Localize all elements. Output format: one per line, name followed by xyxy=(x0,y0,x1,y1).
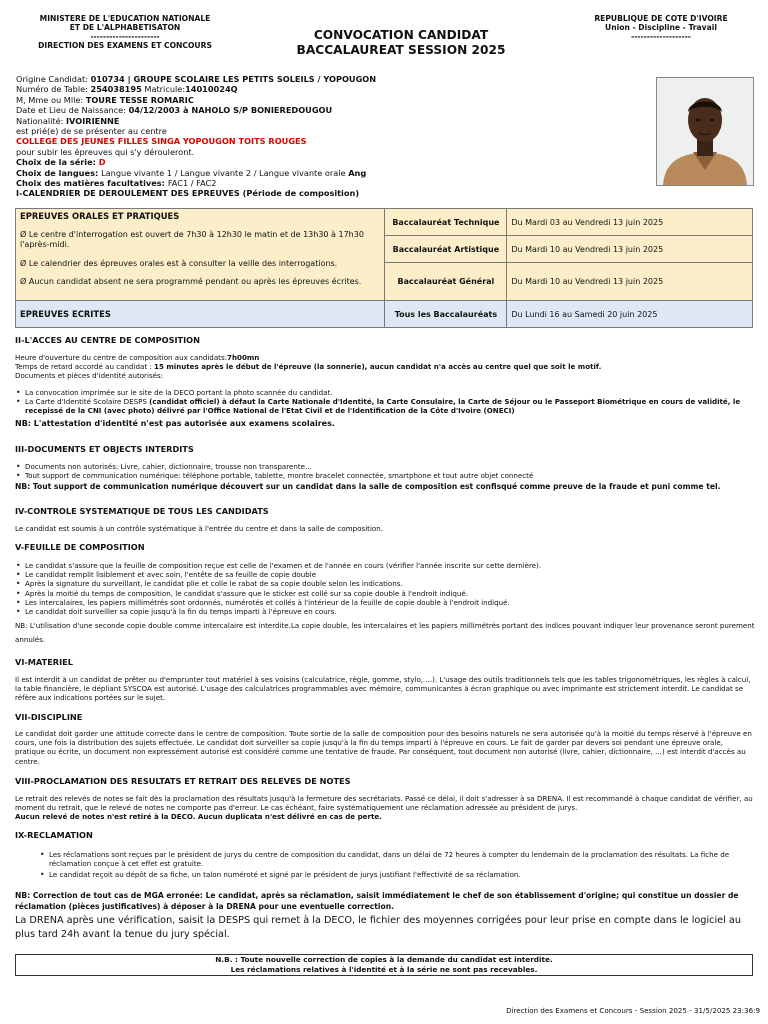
nb-box-line-2: Les réclamations relatives à l'identité et à la série ne sont pas recevables. xyxy=(230,965,538,974)
list-item: • Les réclamations sont reçues par le président de jurys du centre de composition du candidat, dans un délai de 72 heures à compter du lendemain de la proclamation des résultats. La fiche de réclamation conçue à cet effet est gratuite. xyxy=(49,850,755,868)
list-item: • Tout support de communication numérique: téléphone portable, tablette, montre bracelet connectée, smartphone et tout autre objet connecté xyxy=(25,471,755,480)
nb-box-line-1: N.B. : Toute nouvelle correction de copies à la demande du candidat est interdite. xyxy=(215,955,553,964)
nationality-row xyxy=(16,116,636,126)
name-row xyxy=(16,95,636,105)
table-label: Numéro de Table: xyxy=(16,84,91,95)
list-item: • Après la moitié du temps de composition, le candidat s'assure que le sticker est collé sur sa copie double à l'endroit indiqué. xyxy=(25,589,755,598)
facultatives-label: Choix des matières facultatives: xyxy=(16,178,168,189)
ecrit-type-cell: Tous les Baccalauréats xyxy=(385,301,507,328)
serie-value: D xyxy=(98,157,106,168)
oral-cell xyxy=(16,209,385,301)
matricule-value: 14010024Q xyxy=(185,84,238,95)
section-documents-body xyxy=(15,462,755,492)
present-text: est prié(e) de se présenter au centre xyxy=(16,126,167,137)
ministry-line-1: MINISTERE DE L'EDUCATION NATIONALE xyxy=(39,14,211,23)
section-reclamation-title: IX-RECLAMATION xyxy=(15,830,93,840)
serie-row xyxy=(16,157,636,167)
acces-nb: NB: L'attestation d'identité n'est pas autorisée aux examens scolaires. xyxy=(15,419,335,429)
exam-centre: COLLEGE DES JEUNES FILLES SINGA YOPOUGON TOITS ROUGES xyxy=(16,136,307,147)
oral-line-2: Ø Le calendrier des épreuves orales est à consulter la veille des interrogations. xyxy=(20,258,338,268)
section-documents-title: III-DOCUMENTS ET OBJECTS INTERDITS xyxy=(15,444,194,454)
bac-type-cell: Baccalauréat Général xyxy=(385,263,507,301)
drena-text: La DRENA après une vérification, saisit la DESPS qui remet à la DECO, le fichier des moyennes corrigées pour leur prise en compte dans le logiciel au plus tard 24h avant la tenue du jury spécial. xyxy=(15,914,741,941)
opening-hour-row xyxy=(15,353,755,362)
feuille-list xyxy=(15,561,755,616)
section-discipline-title: VII-DISCIPLINE xyxy=(15,712,83,722)
langues-row xyxy=(16,168,636,178)
bac-type-cell: Baccalauréat Technique xyxy=(385,209,507,236)
list-item xyxy=(25,397,755,415)
forbidden-list xyxy=(15,462,755,480)
bac-dates-cell: Du Mardi 03 au Vendredi 13 juin 2025 xyxy=(507,209,753,236)
name-label: M, Mme ou Mlle: xyxy=(16,94,86,105)
candidate-photo-image xyxy=(657,78,753,185)
ministry-header xyxy=(18,14,232,50)
id-card-text: (candidat officiel) à défaut la Carte Nationale d'Identité, la Carte Consulaire, la Carte de Séjour ou le Passeport Biométrique en cours de validité, le recepissé de la CNI (avec photo) délivré par l'Office National de l'Etat Civil et de l'Identification de la Côte d'Ivoire (ONECI) xyxy=(25,396,741,416)
ecrit-dates-cell: Du Lundi 16 au Samedi 20 juin 2025 xyxy=(507,301,753,328)
footer: Direction des Examens et Concours - Session 2025 - 31/5/2025 23:36:9 xyxy=(506,1006,760,1015)
subir-text: pour subir les épreuves qui s'y dérouleront. xyxy=(16,146,195,157)
republic-motto: Union - Discipline - Travail xyxy=(605,23,717,32)
table-number-row xyxy=(16,84,636,94)
section-feuille-title: V-FEUILLE DE COMPOSITION xyxy=(15,542,145,552)
republic-separator: ------------------- xyxy=(631,32,691,41)
opening-hour-label: Heure d'ouverture du centre de composition aux candidats: xyxy=(15,353,228,362)
list-item: • Le candidat reçoit au dépôt de sa fiche, un talon numéroté et signé par le président de jurys justifiant l'effectivité de sa réclamation. xyxy=(49,870,755,879)
oral-line-3: Ø Aucun candidat absent ne sera programmé pendant ou après les épreuves écrites. xyxy=(20,277,362,286)
table-row xyxy=(16,301,753,328)
origin-value: 010734 | GROUPE SCOLAIRE LES PETITS SOLEILS / YOPOUGON xyxy=(90,74,377,84)
section-controle-title: IV-CONTROLE SYSTEMATIQUE DE TOUS LES CANDIDATS xyxy=(15,506,269,516)
section-acces-title: II-L'ACCES AU CENTRE DE COMPOSITION xyxy=(15,335,200,345)
oral-title: EPREUVES ORALES ET PRATIQUES xyxy=(20,211,180,221)
origin-label: Origine Candidat: xyxy=(16,74,91,84)
id-card-label: La Carte d'Identité Scolaire DESPS xyxy=(25,396,150,406)
section-materiel-text: Il est interdit à un candidat de prêter ou d'emprunter tout matériel à ses voisins (calculatrice, règle, gomme, stylo, ...). L'usage des outils traditionnels tels que les tables trigonométriques, les règles à calcul, la table financière, le dépliant SYSCOA est autorisé. L'usage des calculatrices programmables avec mémoire, communicantes à écran graphique ou avec imprimante est strictement interdit. Le candidat se réfère aux indications portées sur le sujet. xyxy=(15,675,751,703)
list-item: • La convocation imprimée sur le site de la DECO portant la photo scannée du candidat. xyxy=(25,388,755,397)
docs-label: Documents et pièces d'identité autorisés: xyxy=(15,371,164,381)
bac-type-cell: Baccalauréat Artistique xyxy=(385,236,507,263)
section-proclamation-title: VIII-PROCLAMATION DES RESULTATS ET RETRAIT DES RELEVES DE NOTES xyxy=(15,776,351,786)
ministry-separator: ---------------------- xyxy=(90,32,160,41)
section-discipline-text: Le candidat doit garder une attitude correcte dans le centre de composition. Toute sortie de la salle de composition pour des besoins naturels ne sera autorisée qu'à la moitié du temps réservé à l'épreuve en cours, une fois la distribution des sujets effectuée. Le candidat doit surveiller sa copie jusqu'à la fin du temps imparti à l'épreuve en cours. Le fait de garder par devers soi pendant une épreuve orale, pratique ou écrite, un document non expressément autorisé est considéré comme une tentative de fraude. Par conséquent, tout document non autorisé (livre, cahier, dictionnaire, ...) est interdit d'accès au centre. xyxy=(15,729,752,766)
delay-value: 15 minutes après le début de l'épreuve (la sonnerie), aucun candidat n'a accès au centre quel que soit le motif. xyxy=(154,362,602,372)
oral-line-1: Ø Le centre d'interrogation est ouvert de 7h30 à 12h30 le matin et de 13h30 à 17h30 l'après-midi. xyxy=(20,229,364,249)
langues-label: Choix de langues: xyxy=(16,167,102,178)
ministry-line-2: ET DE L'ALPHABETISATON xyxy=(69,23,181,32)
origin-row xyxy=(16,74,636,84)
section-proclamation-body xyxy=(15,794,755,822)
list-item: • Le candidat doit surveiller sa copie jusqu'à la fin du temps imparti à l'épreuve en cours. xyxy=(25,607,755,616)
candidate-name: TOURE TESSE ROMARIC xyxy=(85,94,194,105)
section-reclamation-body xyxy=(15,850,755,943)
feuille-nb: NB: L'utilisation d'une seconde copie double comme intercalaire est interdite.La copie double, les intercalaires et les papiers millimétrés portant des indices pouvant indiquer leur provenance seront purement annulés. xyxy=(15,621,755,645)
table-row xyxy=(16,209,753,236)
list-item: • Les intercalaires, les papiers millimétrés sont ordonnés, numérotés et collés à l'intérieur de la feuille de copie double à l'endroit indiqué. xyxy=(25,598,755,607)
nb-box xyxy=(15,954,753,976)
table-number: 254038195 xyxy=(90,84,142,95)
bac-dates-cell: Du Mardi 10 au Vendredi 13 juin 2025 xyxy=(507,236,753,263)
section-feuille-body xyxy=(15,561,755,647)
candidate-photo xyxy=(656,77,754,186)
section-materiel-title: VI-MATERIEL xyxy=(15,657,73,667)
list-item: • Le candidat remplit lisiblement et avec soin, l'entête de sa feuille de copie double xyxy=(25,570,755,579)
reclamation-nb: NB: Correction de tout cas de MGA erronée: Le candidat, après sa réclamation, saisit immédiatement le chef de son établissement d'origine; qui constitue un dossier de réclamation (pièces justificatives) à déposer à la DRENA pour une eventuelle correction. xyxy=(15,890,739,912)
facultatives-value: FAC1 / FAC2 xyxy=(167,178,217,189)
docs-list xyxy=(15,388,755,416)
matricule-label: Matricule: xyxy=(141,84,186,95)
delay-row xyxy=(15,362,755,371)
list-item: • Le candidat s'assure que la feuille de composition reçue est celle de l'examen et de l'année en cours (vérifier l'année inscrite sur cette dernière). xyxy=(25,561,755,570)
direction-line: DIRECTION DES EXAMENS ET CONCOURS xyxy=(38,41,212,50)
proclamation-bold: Aucun relevé de notes n'est retiré à la DECO. Aucun duplicata n'est délivré en cas de perte. xyxy=(15,812,382,822)
documents-nb: NB: Tout support de communication numérique découvert sur un candidat dans la salle de composition est confisqué comme preuve de la fraude et puni comme tel. xyxy=(15,482,721,492)
birth-row xyxy=(16,105,636,115)
bac-dates-cell: Du Mardi 10 au Vendredi 13 juin 2025 xyxy=(507,263,753,301)
document-title xyxy=(260,28,542,57)
candidate-info xyxy=(16,74,636,199)
republic-line-1: REPUBLIQUE DE COTE D'IVOIRE xyxy=(594,14,728,23)
republic-header xyxy=(576,14,746,41)
proclamation-text: Le retrait des relevés de notes se fait dès la proclamation des résultats jusqu'à la fermeture des secrétariats. Passé ce délai, il doit s'adresser à sa DRENA. Il est recommandé à chaque candidat de vérifier, au moment du retrait, que le relevé de notes ne comporte pas d'erreur. Le cas échéant, faire systématiquement une réclamation adressée au président de jurys. xyxy=(15,794,753,813)
delay-label: Temps de retard accordé au candidat : xyxy=(15,362,155,372)
langues-value: Ang xyxy=(348,167,367,178)
nationality-value: IVOIRIENNE xyxy=(66,115,120,126)
reclamation-list xyxy=(15,850,755,880)
calendar-title: I-CALENDRIER DE DEROULEMENT DES EPREUVES (Période de composition) xyxy=(16,188,360,199)
section-acces-body xyxy=(15,353,755,428)
birth-value: 04/12/2003 à NAHOLO S/P BONIEREDOUGOU xyxy=(128,105,333,116)
birth-label: Date et Lieu de Naissance: xyxy=(16,105,129,116)
serie-label: Choix de la série: xyxy=(16,157,99,168)
title-line-1: CONVOCATION CANDIDAT xyxy=(313,28,489,42)
nationality-label: Nationalité: xyxy=(16,115,67,126)
list-item: • Après la signature du surveillant, le candidat plie et colle le rabat de sa copie double selon les indications. xyxy=(25,579,755,588)
facultatives-row xyxy=(16,178,636,188)
langues-text: Langue vivante 1 / Langue vivante 2 / Langue vivante orale xyxy=(101,167,349,178)
opening-hour-value: 7h00mn xyxy=(227,353,260,362)
exam-calendar-table xyxy=(15,208,753,328)
ecrit-title-cell: EPREUVES ECRITES xyxy=(16,301,385,328)
list-item: • Documents non autorisés: Livre, cahier, dictionnaire, trousse non transparente... xyxy=(25,462,755,471)
title-line-2: BACCALAUREAT SESSION 2025 xyxy=(296,42,506,57)
section-controle-text: Le candidat est soumis à un contrôle systématique à l'entrée du centre et dans la salle de composition. xyxy=(15,524,384,533)
